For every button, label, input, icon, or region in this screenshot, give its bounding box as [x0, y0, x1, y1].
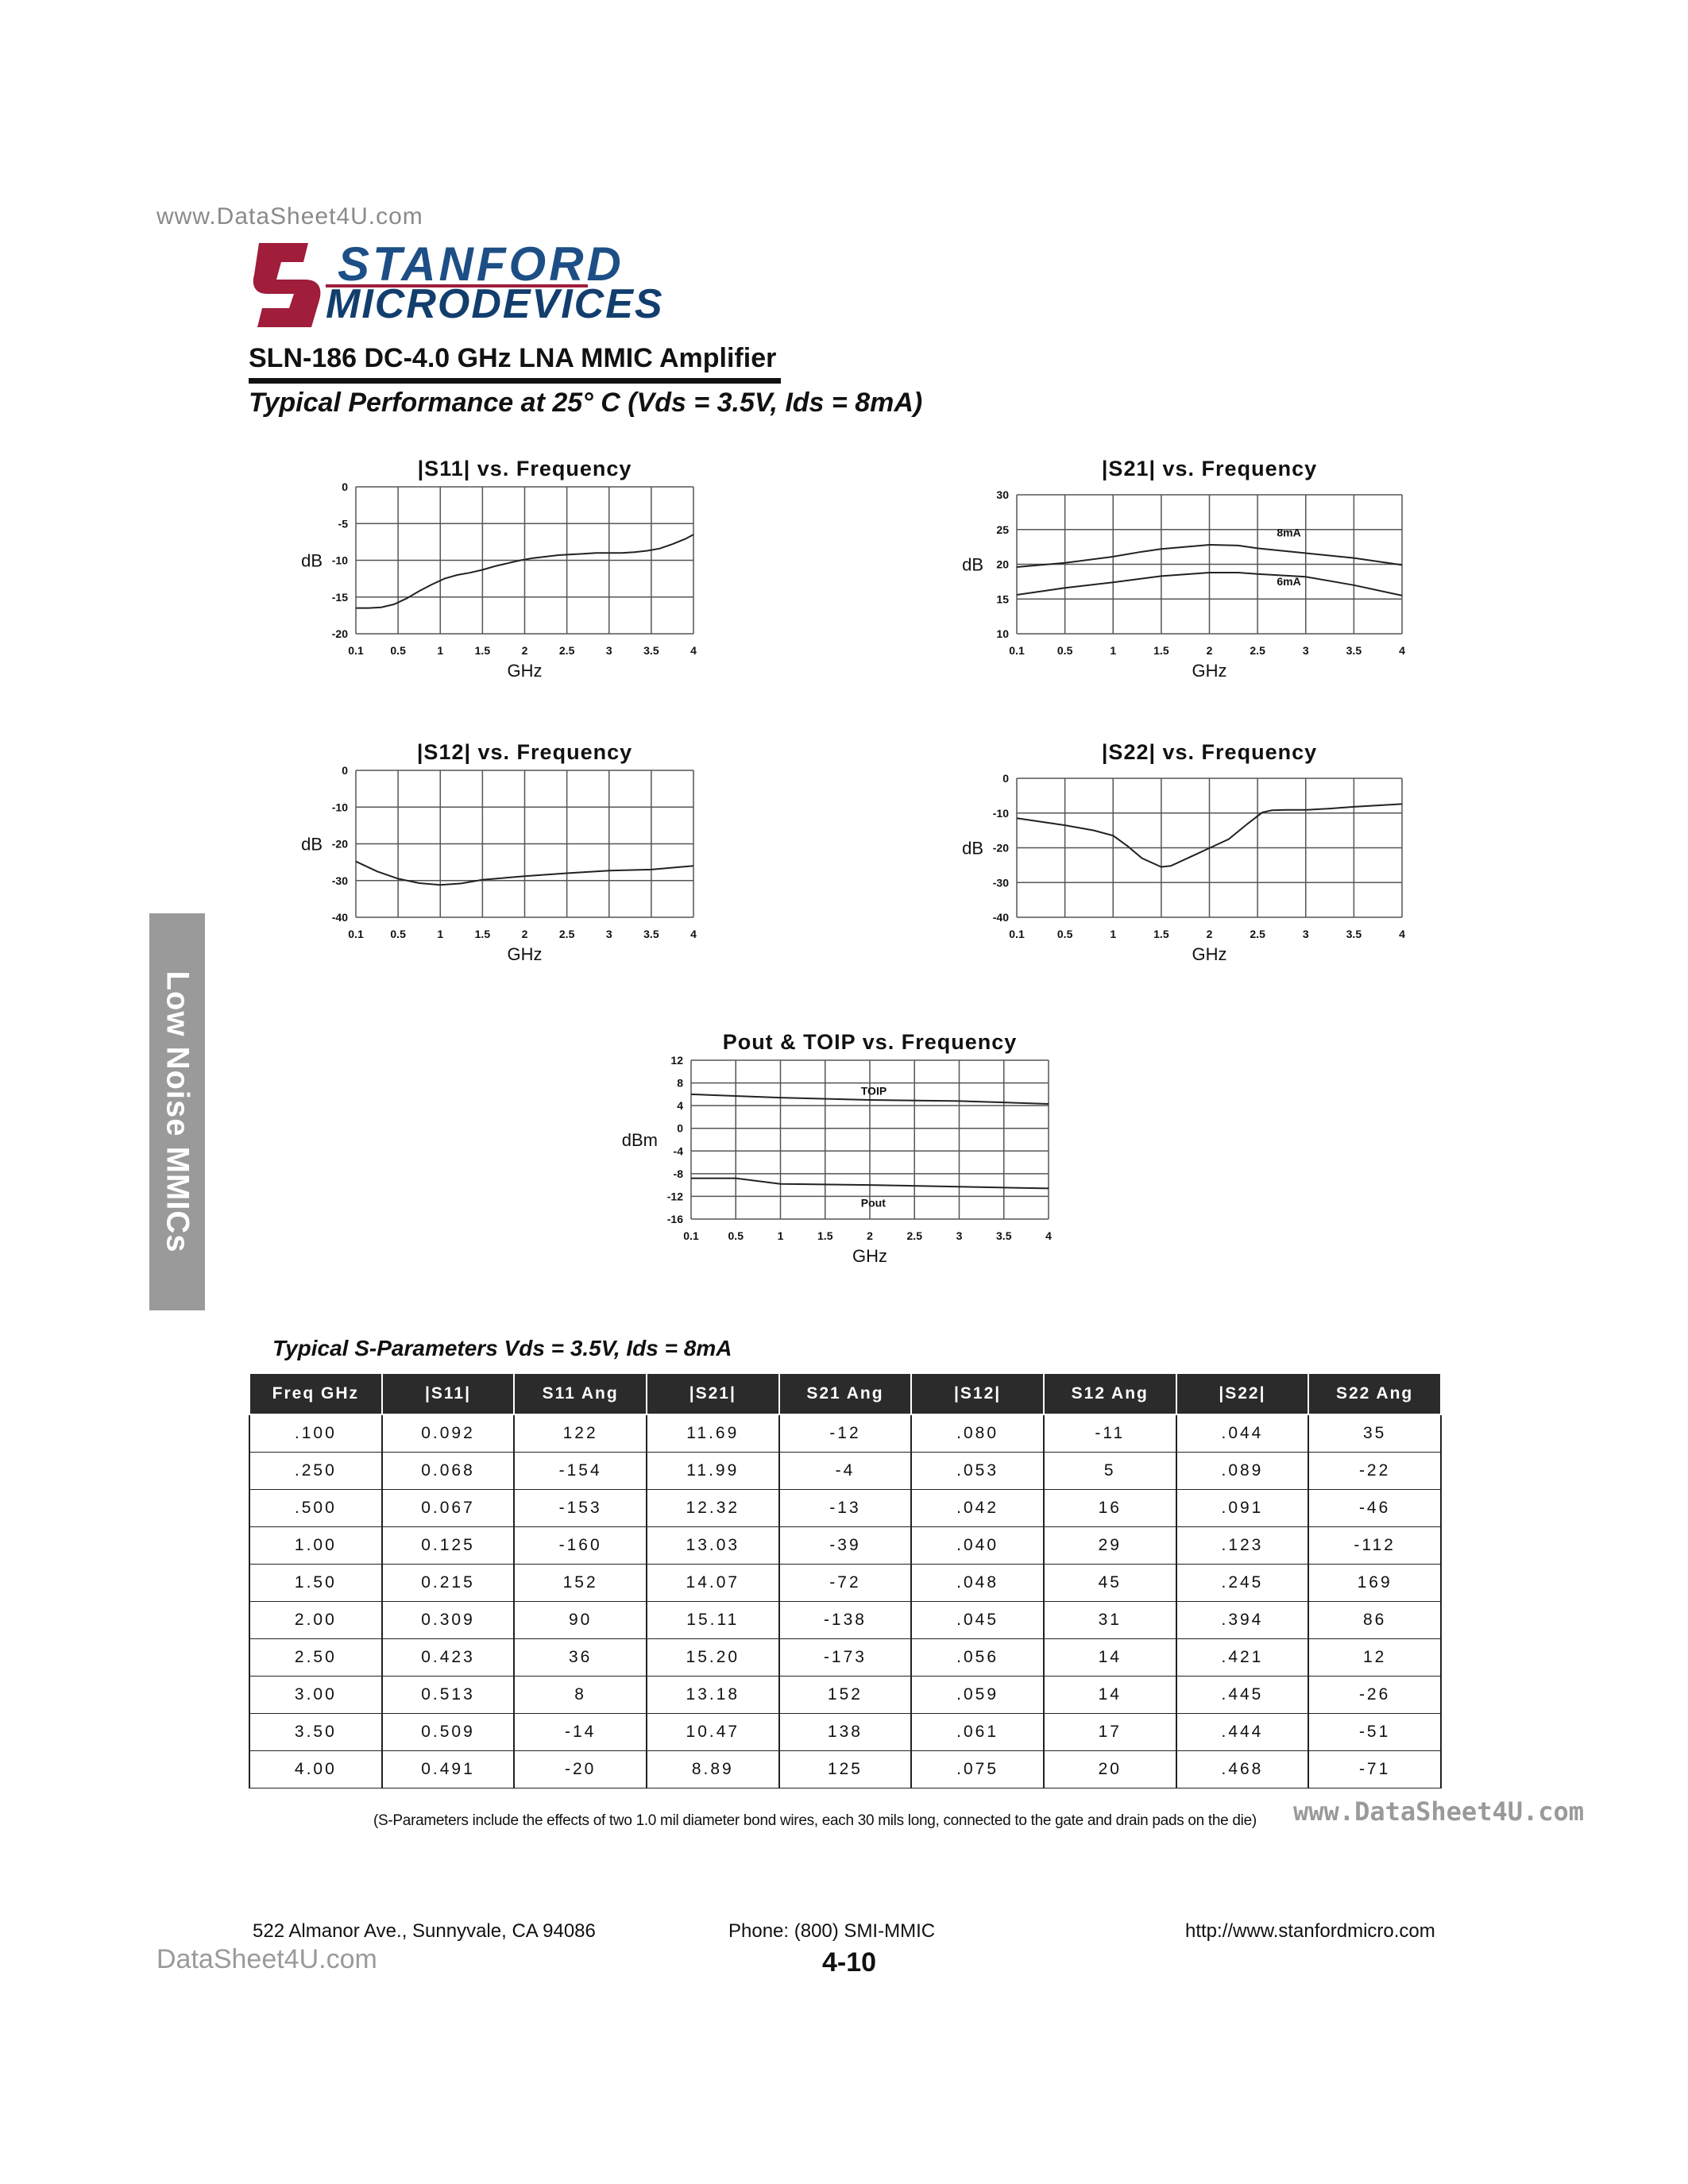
- table-cell: 13.03: [647, 1527, 779, 1565]
- x-tick-label: 2.5: [558, 928, 575, 940]
- x-tick-label: 2.5: [906, 1229, 922, 1242]
- column-header: |S12|: [911, 1373, 1044, 1414]
- x-tick-label: 1.5: [817, 1229, 833, 1242]
- table-cell: -112: [1308, 1527, 1441, 1565]
- y-tick-label: -40: [992, 911, 1009, 924]
- column-header: S21 Ang: [779, 1373, 912, 1414]
- x-tick-label: 1.5: [474, 644, 491, 657]
- y-axis-label: dB: [301, 834, 323, 855]
- y-axis-label: dBm: [621, 1130, 658, 1150]
- table-cell: 152: [779, 1677, 912, 1714]
- y-tick-label: -30: [992, 876, 1009, 889]
- table-cell: 0.067: [382, 1490, 515, 1527]
- table-cell: 5: [1044, 1453, 1176, 1490]
- page-number: 4-10: [822, 1947, 877, 1978]
- chart-s11: [249, 455, 717, 693]
- y-tick-label: -4: [673, 1144, 683, 1158]
- table-caption: Typical S-Parameters Vds = 3.5V, Ids = 8mA: [272, 1336, 732, 1360]
- table-cell: 1.50: [249, 1565, 382, 1602]
- x-tick-label: 0.1: [348, 928, 364, 940]
- table-row: [249, 1714, 1441, 1751]
- x-tick-label: 1.5: [1153, 928, 1169, 940]
- x-tick-label: 2.5: [1250, 928, 1265, 940]
- table-cell: 0.491: [382, 1751, 515, 1788]
- x-tick-label: 4: [690, 644, 697, 657]
- table-cell: 13.18: [647, 1677, 779, 1714]
- x-tick-label: 1.5: [1153, 644, 1169, 657]
- column-header: S22 Ang: [1308, 1373, 1441, 1414]
- x-tick-label: 3.5: [643, 928, 659, 940]
- table-cell: 12.32: [647, 1490, 779, 1527]
- page-subtitle: Typical Performance at 25° C (Vds = 3.5V, Ids = 8mA): [249, 388, 923, 418]
- column-header: Freq GHz: [249, 1373, 382, 1414]
- table-cell: 16: [1044, 1490, 1176, 1527]
- table-row: [249, 1453, 1441, 1490]
- table-cell: -13: [779, 1490, 912, 1527]
- x-tick-label: 1.5: [474, 928, 491, 940]
- table-cell: 15.11: [647, 1602, 779, 1639]
- table-header-row: [249, 1373, 1441, 1414]
- table-row: [249, 1414, 1441, 1453]
- y-tick-label: 8: [677, 1076, 683, 1090]
- chart-title: |S11| vs. Frequency: [417, 457, 632, 480]
- watermark-bottom: DataSheet4U.com: [156, 1944, 377, 1974]
- table-cell: 125: [779, 1751, 912, 1788]
- column-header: |S11|: [382, 1373, 515, 1414]
- logo-line-2: MICRODEVICES: [326, 281, 664, 327]
- table-cell: -26: [1308, 1677, 1441, 1714]
- table-row: [249, 1639, 1441, 1677]
- table-cell: -4: [779, 1453, 912, 1490]
- x-tick-label: 1: [1110, 644, 1117, 657]
- table-cell: 3.50: [249, 1714, 382, 1751]
- series-annotation: TOIP: [860, 1084, 887, 1098]
- table-cell: -22: [1308, 1453, 1441, 1490]
- table-cell: 138: [779, 1714, 912, 1751]
- table-cell: 31: [1044, 1602, 1176, 1639]
- x-tick-label: 3: [1302, 928, 1309, 940]
- x-tick-label: 0.5: [1056, 644, 1073, 657]
- y-tick-label: -16: [666, 1213, 683, 1225]
- y-tick-label: 30: [996, 488, 1009, 501]
- x-tick-label: 0.5: [1056, 928, 1073, 940]
- table-cell: -71: [1308, 1751, 1441, 1788]
- x-tick-label: 0.1: [1009, 928, 1025, 940]
- x-tick-label: 1: [1110, 928, 1117, 940]
- table-cell: .445: [1176, 1677, 1309, 1714]
- page-title: SLN-186 DC-4.0 GHz LNA MMIC Amplifier: [249, 343, 777, 373]
- x-tick-label: 3.5: [1346, 644, 1362, 657]
- y-tick-label: 20: [996, 558, 1009, 571]
- series-annotation: 8mA: [1277, 526, 1301, 539]
- table-cell: .500: [249, 1490, 382, 1527]
- x-tick-label: 4: [1399, 928, 1405, 940]
- chart-svg: [249, 455, 717, 689]
- table-row: [249, 1490, 1441, 1527]
- y-tick-label: 4: [677, 1099, 683, 1113]
- chart-svg: [621, 1028, 1072, 1275]
- table-cell: .123: [1176, 1527, 1309, 1565]
- x-tick-label: 0.5: [390, 928, 406, 940]
- table-row: [249, 1527, 1441, 1565]
- x-axis-label: GHz: [852, 1246, 887, 1266]
- y-tick-label: 0: [342, 480, 348, 493]
- x-axis-label: GHz: [507, 944, 543, 964]
- column-header: S11 Ang: [514, 1373, 647, 1414]
- y-tick-label: -15: [331, 590, 348, 604]
- x-tick-label: 1: [437, 644, 444, 657]
- x-tick-label: 2: [521, 928, 528, 940]
- table-cell: 169: [1308, 1565, 1441, 1602]
- table-cell: .468: [1176, 1751, 1309, 1788]
- table-cell: -173: [779, 1639, 912, 1677]
- series-annotation: Pout: [860, 1196, 886, 1210]
- y-tick-label: -10: [331, 801, 348, 814]
- footer-url[interactable]: http://www.stanfordmicro.com: [1185, 1920, 1435, 1942]
- table-cell: .421: [1176, 1639, 1309, 1677]
- table-cell: -51: [1308, 1714, 1441, 1751]
- y-tick-label: -20: [992, 841, 1009, 855]
- table-cell: .059: [911, 1677, 1044, 1714]
- chart-title: |S21| vs. Frequency: [1101, 457, 1318, 480]
- table-cell: -14: [514, 1714, 647, 1751]
- chart-svg: [949, 455, 1426, 689]
- table-cell: .042: [911, 1490, 1044, 1527]
- y-tick-label: 15: [996, 592, 1009, 606]
- table-cell: 0.092: [382, 1414, 515, 1453]
- column-header: S12 Ang: [1044, 1373, 1176, 1414]
- table-cell: .053: [911, 1453, 1044, 1490]
- watermark-middle: www.DataSheet4U.com: [1293, 1796, 1585, 1827]
- x-tick-label: 0.1: [1009, 644, 1025, 657]
- chart-svg: [949, 739, 1426, 973]
- x-tick-label: 3: [1302, 644, 1309, 657]
- y-tick-label: 0: [677, 1121, 683, 1135]
- x-tick-label: 3.5: [1346, 928, 1362, 940]
- chart-title: |S12| vs. Frequency: [416, 740, 633, 764]
- watermark-top: www.DataSheet4U.com: [156, 203, 423, 230]
- x-tick-label: 0.5: [728, 1229, 744, 1242]
- table-cell: 86: [1308, 1602, 1441, 1639]
- x-tick-label: 4: [690, 928, 697, 940]
- x-tick-label: 2.5: [558, 644, 575, 657]
- y-tick-label: -10: [331, 554, 348, 567]
- chart-title: Pout & TOIP vs. Frequency: [722, 1030, 1018, 1054]
- y-tick-label: -10: [992, 806, 1009, 820]
- table-cell: 0.125: [382, 1527, 515, 1565]
- table-cell: 0.423: [382, 1639, 515, 1677]
- table-cell: 35: [1308, 1414, 1441, 1453]
- y-tick-label: -30: [331, 874, 348, 887]
- table-cell: 3.00: [249, 1677, 382, 1714]
- table-cell: .080: [911, 1414, 1044, 1453]
- table-cell: -12: [779, 1414, 912, 1453]
- table-cell: 8: [514, 1677, 647, 1714]
- x-tick-label: 0.1: [683, 1229, 699, 1242]
- y-axis-label: dB: [962, 838, 983, 859]
- table-cell: 0.509: [382, 1714, 515, 1751]
- table-cell: .245: [1176, 1565, 1309, 1602]
- column-header: |S21|: [647, 1373, 779, 1414]
- footer-address: 522 Almanor Ave., Sunnyvale, CA 94086: [253, 1920, 596, 1942]
- table-cell: 11.69: [647, 1414, 779, 1453]
- title-rule: [249, 378, 781, 384]
- chart-title: |S22| vs. Frequency: [1101, 740, 1318, 764]
- x-tick-label: 2: [1206, 928, 1213, 940]
- table-cell: .048: [911, 1565, 1044, 1602]
- y-tick-label: -20: [331, 627, 348, 640]
- table-cell: 0.068: [382, 1453, 515, 1490]
- table-cell: -72: [779, 1565, 912, 1602]
- table-cell: -20: [514, 1751, 647, 1788]
- chart-s22: [949, 739, 1426, 977]
- chart-s12: [249, 739, 717, 977]
- s-parameters-table: [249, 1372, 1442, 1788]
- x-tick-label: 4: [1045, 1229, 1052, 1242]
- table-cell: 0.513: [382, 1677, 515, 1714]
- y-tick-label: -20: [331, 837, 348, 851]
- x-tick-label: 3.5: [643, 644, 659, 657]
- x-tick-label: 0.5: [390, 644, 406, 657]
- table-cell: .075: [911, 1751, 1044, 1788]
- table-cell: 8.89: [647, 1751, 779, 1788]
- table-cell: 2.00: [249, 1602, 382, 1639]
- table-cell: .444: [1176, 1714, 1309, 1751]
- table-cell: -46: [1308, 1490, 1441, 1527]
- table-cell: -153: [514, 1490, 647, 1527]
- table-cell: 2.50: [249, 1639, 382, 1677]
- table-row: [249, 1751, 1441, 1788]
- footer-phone: Phone: (800) SMI-MMIC: [728, 1920, 936, 1942]
- y-axis-label: dB: [301, 550, 323, 571]
- section-tab-sidebar: [149, 913, 205, 1310]
- y-tick-label: 0: [1002, 772, 1009, 785]
- table-cell: -138: [779, 1602, 912, 1639]
- table-cell: .091: [1176, 1490, 1309, 1527]
- chart-s21: [949, 455, 1426, 693]
- y-tick-label: -5: [338, 517, 348, 531]
- table-cell: 12: [1308, 1639, 1441, 1677]
- table-cell: .100: [249, 1414, 382, 1453]
- table-cell: .061: [911, 1714, 1044, 1751]
- x-tick-label: 3: [605, 928, 612, 940]
- x-tick-label: 4: [1399, 644, 1405, 657]
- table-cell: 14: [1044, 1639, 1176, 1677]
- table-cell: 0.215: [382, 1565, 515, 1602]
- y-tick-label: 0: [342, 764, 348, 777]
- table-cell: 11.99: [647, 1453, 779, 1490]
- table-cell: 14.07: [647, 1565, 779, 1602]
- table-cell: 10.47: [647, 1714, 779, 1751]
- x-tick-label: 1: [777, 1229, 784, 1242]
- y-tick-label: 10: [996, 627, 1009, 640]
- table-cell: 152: [514, 1565, 647, 1602]
- table-cell: -160: [514, 1527, 647, 1565]
- y-tick-label: 25: [996, 523, 1009, 536]
- x-tick-label: 3: [605, 644, 612, 657]
- y-tick-label: 12: [670, 1054, 683, 1067]
- table-row: [249, 1677, 1441, 1714]
- y-tick-label: -12: [666, 1190, 683, 1203]
- x-axis-label: GHz: [1192, 944, 1227, 964]
- table-cell: 90: [514, 1602, 647, 1639]
- table-cell: 14: [1044, 1677, 1176, 1714]
- x-tick-label: 2: [867, 1229, 873, 1242]
- column-header: |S22|: [1176, 1373, 1309, 1414]
- sidebar-label: Low Noise MMICs: [160, 970, 195, 1253]
- table-cell: -11: [1044, 1414, 1176, 1453]
- chart-pout-toip: [621, 1028, 1072, 1279]
- x-axis-label: GHz: [1192, 661, 1227, 681]
- table-cell: 4.00: [249, 1751, 382, 1788]
- x-tick-label: 2: [1206, 644, 1213, 657]
- table-cell: .250: [249, 1453, 382, 1490]
- table-cell: 17: [1044, 1714, 1176, 1751]
- x-tick-label: 3.5: [996, 1229, 1012, 1242]
- table-cell: -154: [514, 1453, 647, 1490]
- chart-svg: [249, 739, 717, 973]
- table-row: [249, 1602, 1441, 1639]
- y-axis-label: dB: [962, 554, 983, 575]
- table-cell: 20: [1044, 1751, 1176, 1788]
- table-body: [249, 1414, 1441, 1788]
- table-cell: 0.309: [382, 1602, 515, 1639]
- table-cell: .394: [1176, 1602, 1309, 1639]
- x-tick-label: 2: [521, 644, 528, 657]
- table-cell: 15.20: [647, 1639, 779, 1677]
- logo-line-1: STANFORD: [338, 237, 624, 291]
- table-cell: .089: [1176, 1453, 1309, 1490]
- table-cell: 29: [1044, 1527, 1176, 1565]
- y-tick-label: -8: [673, 1167, 683, 1180]
- x-axis-label: GHz: [507, 661, 543, 681]
- table-cell: -39: [779, 1527, 912, 1565]
- y-tick-label: -40: [331, 911, 348, 924]
- table-cell: 122: [514, 1414, 647, 1453]
- table-cell: 1.00: [249, 1527, 382, 1565]
- table-note: (S-Parameters include the effects of two 1.0 mil diameter bond wires, each 30 mils long, connected to the gate and drain pads on the die): [373, 1812, 1257, 1829]
- table-cell: .044: [1176, 1414, 1309, 1453]
- table-cell: .045: [911, 1602, 1044, 1639]
- x-tick-label: 1: [437, 928, 444, 940]
- table-cell: 36: [514, 1639, 647, 1677]
- series-annotation: 6mA: [1277, 574, 1301, 588]
- x-tick-label: 3: [956, 1229, 963, 1242]
- x-tick-label: 0.1: [348, 644, 364, 657]
- table-cell: .056: [911, 1639, 1044, 1677]
- table-row: [249, 1565, 1441, 1602]
- x-tick-label: 2.5: [1250, 644, 1265, 657]
- table-cell: .040: [911, 1527, 1044, 1565]
- table-cell: 45: [1044, 1565, 1176, 1602]
